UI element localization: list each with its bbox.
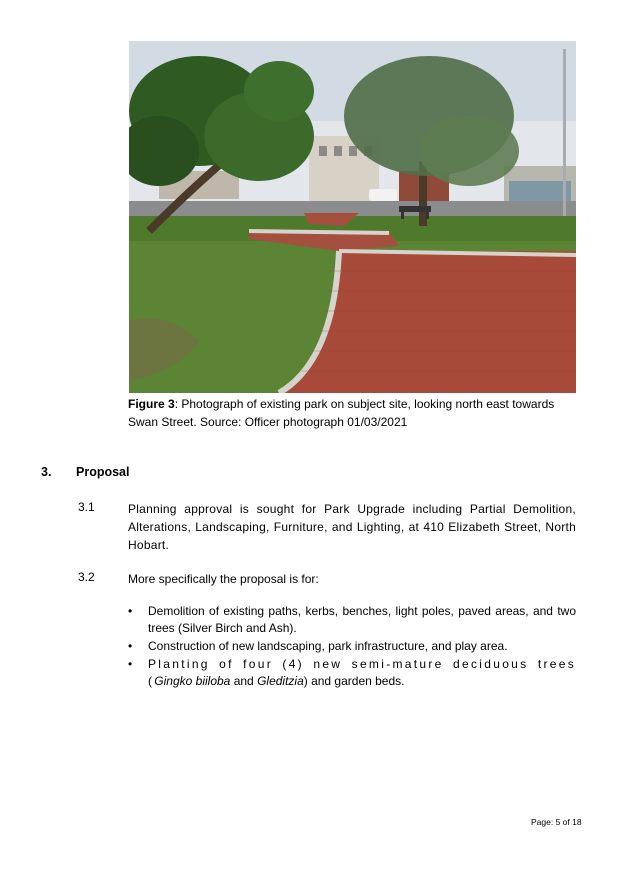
park-photograph: [129, 41, 576, 393]
bullet-italic-gingko: Gingko biiloba: [154, 674, 231, 688]
bullet-text-mid: and: [230, 674, 258, 688]
bullet-text-prefix: Planting of four (4) new semi-mature deciduous trees (: [148, 657, 576, 688]
bullet-text-suffix: ) and garden beds.: [303, 674, 405, 688]
bullet-icon: •: [128, 657, 133, 671]
proposal-bullet-list: [128, 603, 576, 691]
figure-caption: [128, 395, 578, 431]
list-item: [128, 603, 576, 637]
bullet-icon: •: [128, 639, 133, 653]
bullet-text: Demolition of existing paths, kerbs, benches, light poles, paved areas, and two trees (Silver Birch and Ash).: [148, 604, 576, 635]
section-title: Proposal: [76, 465, 130, 479]
bullet-text: Construction of new landscaping, park infrastructure, and play area.: [148, 639, 508, 653]
park-photo-illustration: [129, 41, 576, 393]
paragraph-text-3-1: Planning approval is sought for Park Upgrade including Partial Demolition, Alterations, Landscaping, Furniture, and Lighting, at 410 Elizabeth Street, North Hobart.: [128, 502, 576, 552]
list-item: [128, 638, 576, 655]
section-number: 3.: [41, 465, 52, 479]
page-number: Page: 5 of 18: [531, 817, 582, 827]
paragraph-number-3-2: 3.2: [78, 570, 95, 584]
bullet-icon: •: [128, 604, 133, 618]
list-item: [128, 656, 576, 690]
bullet-italic-gleditzia: Gleditzia: [257, 674, 304, 688]
figure-caption-text: : Photograph of existing park on subject site, looking north east towards Swan Street. Source: Officer photograph 01/03/2021: [128, 397, 555, 429]
paragraph-text-3-2: More specifically the proposal is for:: [128, 572, 319, 586]
paragraph-number-3-1: 3.1: [78, 500, 95, 514]
figure-caption-label: Figure 3: [128, 397, 175, 411]
